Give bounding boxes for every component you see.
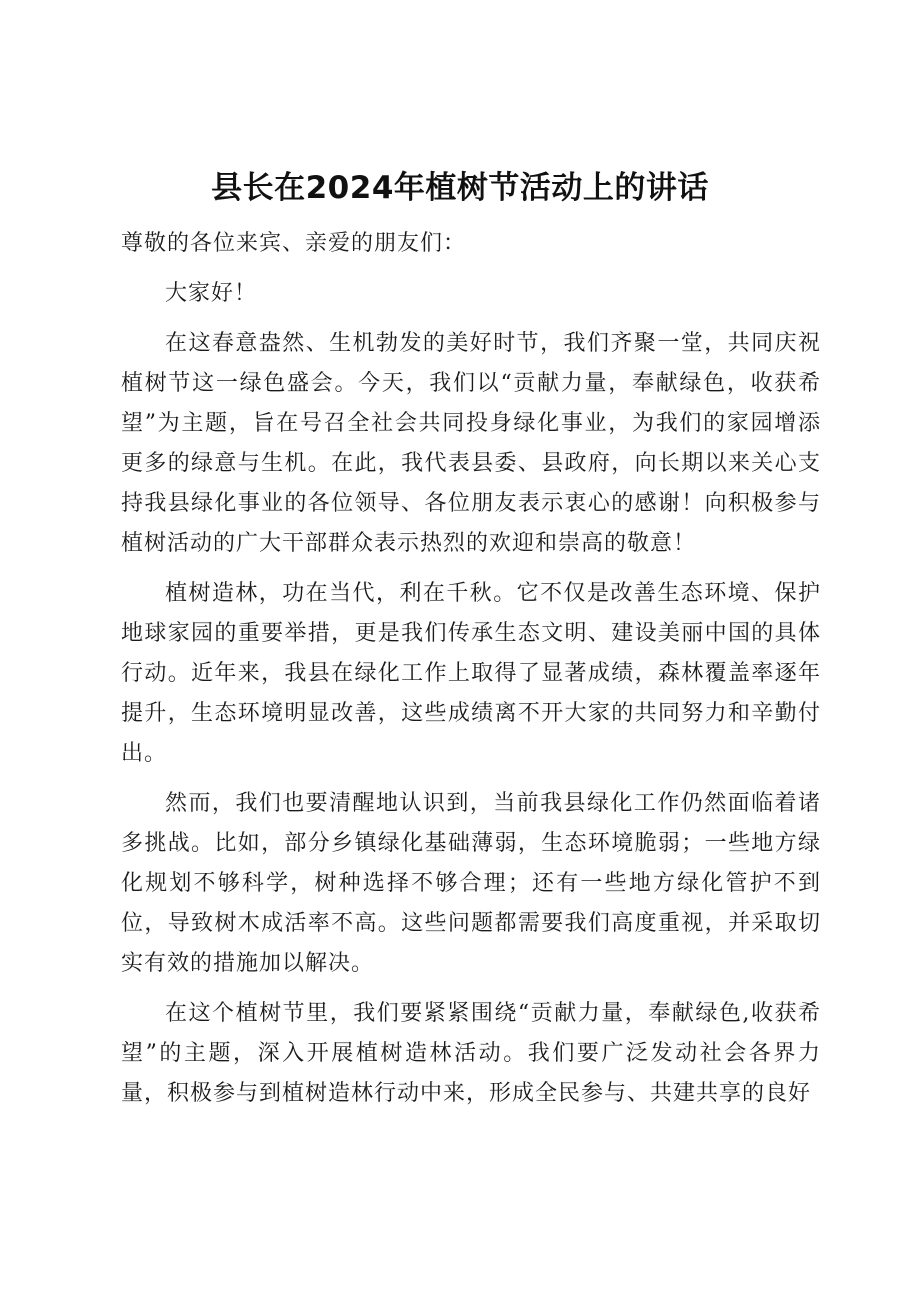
paragraph-significance: 植树造林，功在当代，利在千秋。它不仅是改善生态环境、保护地球家园的重要举措，更是我们传承生态文明、建设美丽中国的具体行动。近年来，我县在绿化工作上取得了显著成绩，森林覆盖率逐年提升，生态环境明显改善，这些成绩离不开大家的共同努力和辛勤付出。 bbox=[121, 581, 821, 766]
paragraph-greeting: 大家好！ bbox=[165, 281, 258, 306]
paragraph-challenges: 然而，我们也要清醒地认识到，当前我县绿化工作仍然面临着诸多挑战。比如，部分乡镇绿化基础薄弱，生态环境脆弱；一些地方绿化规划不够科学，树种选择不够合理；还有一些地方绿化管护不到位，导致树木成活率不高。这些问题都需要我们高度重视，并采取切实有效的措施加以解决。 bbox=[121, 791, 821, 976]
paragraph-call-to-action: 在这个植树节里，我们要紧紧围绕“贡献力量，奉献绿色,收获希望”的主题，深入开展植树造林活动。我们要广泛发动社会各界力量，积极参与到植树造林行动中来，形成全民参与、共建共享的良好 bbox=[121, 1001, 821, 1106]
paragraph-opening: 在这春意盎然、生机勃发的美好时节，我们齐聚一堂，共同庆祝植树节这一绿色盛会。今天，我们以“贡献力量，奉献绿色，收获希望”为主题，旨在号召全社会共同投身绿化事业，为我们的家园增添更多的绿意与生机。在此，我代表县委、县政府，向长期以来关心支持我县绿化事业的各位领导、各位朋友表示衷心的感谢！向积极参与植树活动的广大干部群众表示热烈的欢迎和崇高的敬意！ bbox=[121, 331, 821, 556]
document-title: 县长在2024年植树节活动上的讲话 bbox=[211, 170, 709, 206]
salutation: 尊敬的各位来宾、亲爱的朋友们： bbox=[121, 231, 467, 256]
speech-body bbox=[121, 224, 821, 1124]
